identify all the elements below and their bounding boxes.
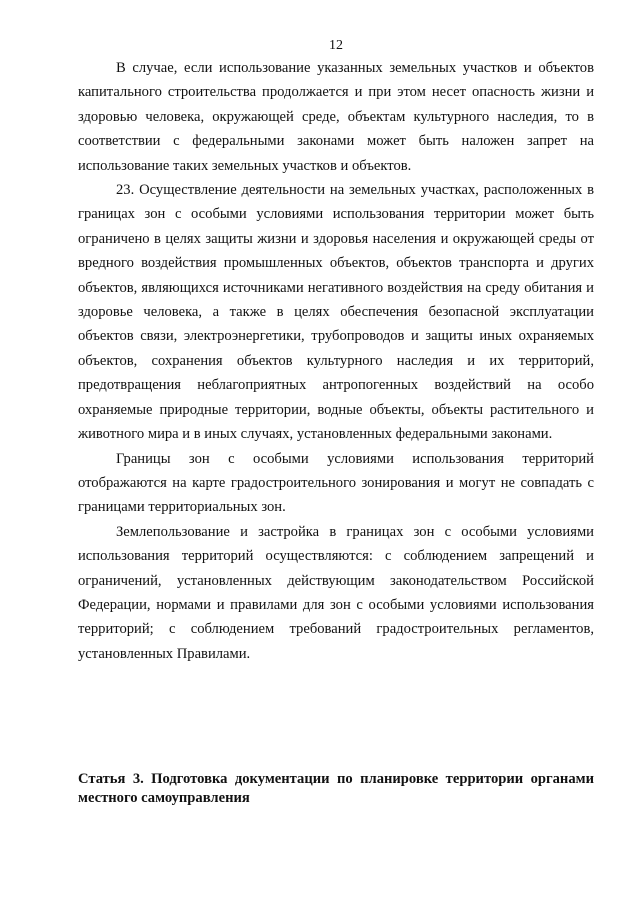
article-heading: Статья 3. Подготовка документации по планировке территории органами местного самоуправления	[78, 771, 594, 806]
body-text	[78, 56, 594, 666]
paragraph-3: Границы зон с особыми условиями использования территорий отображаются на карте градостроительного зонирования и могут не совпадать с границами территориальных зон.	[78, 450, 594, 516]
paragraph-4: Землепользование и застройка в границах зон с особыми условиями использования территорий осуществляются: с соблюдением запрещений и ограничений, установленных действующим законодательством Российской Федерации, нормами и правилами для зон с особыми условиями использования территорий; с соблюдением требований градостроительных регламентов, установленных Правилами.	[78, 523, 594, 662]
paragraph-2: 23. Осуществление деятельности на земельных участках, расположенных в границах зон с особыми условиями использования территории может быть ограничено в целях защиты жизни и здоровья населения и окружающей среды от вредного воздействия промышленных объектов, объектов транспорта и других объектов, являющихся источниками негативного воздействия на среду обитания и здоровье человека, а также в целях обеспечения безопасной эксплуатации объектов связи, электроэнергетики, трубопроводов и защиты иных охраняемых объектов, сохранения объектов культурного наследия и их территорий, предотвращения неблагоприятных антропогенных воздействий на особо охраняемые природные территории, водные объекты, объекты растительного и животного мира и в иных случаях, установленных федеральными законами.	[78, 182, 594, 443]
page-number: 12	[329, 38, 343, 53]
paragraph-1: В случае, если использование указанных земельных участков и объектов капитального строительства продолжается и при этом несет опасность жизни и здоровью человека, окружающей среде, объектам культурного наследия, то в соответствии с федеральными законами может быть наложен запрет на использование таких земельных участков и объектов.	[78, 60, 594, 174]
